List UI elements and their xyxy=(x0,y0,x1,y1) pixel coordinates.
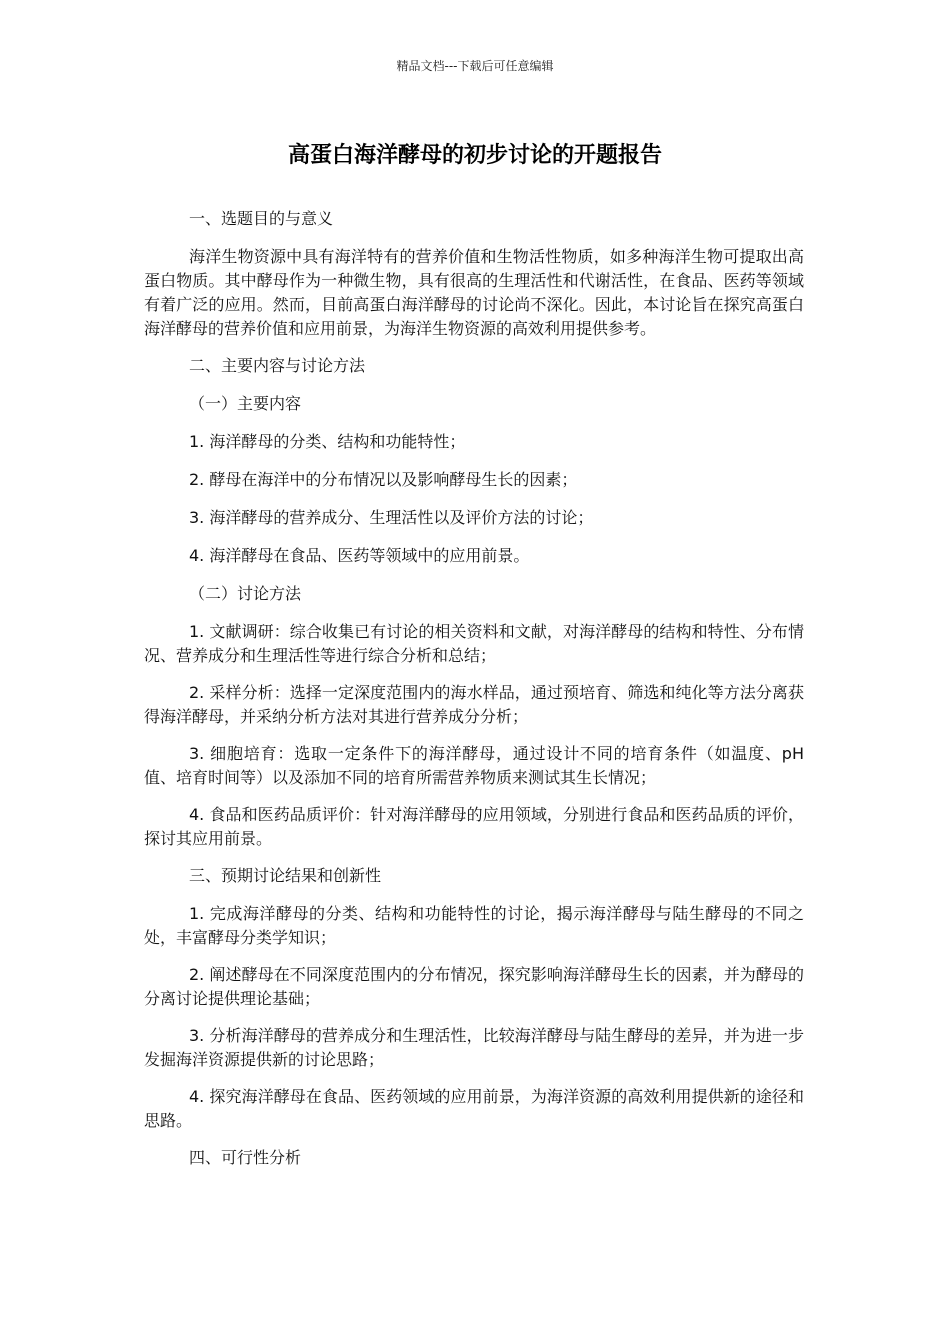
section-heading-3: 三、预期讨论结果和创新性 xyxy=(189,866,382,885)
list-item: 4. 探究海洋酵母在食品、医药领域的应用前景，为海洋资源的高效利用提供新的途径和思路。 xyxy=(144,1087,804,1130)
list-item: 3. 海洋酵母的营养成分、生理活性以及评价方法的讨论； xyxy=(189,508,594,527)
list-item: 1. 海洋酵母的分类、结构和功能特性； xyxy=(189,432,466,451)
list-item: 1. 文献调研：综合收集已有讨论的相关资料和文献，对海洋酵母的结构和特性、分布情况、营养成分和生理活性等进行综合分析和总结； xyxy=(144,622,804,665)
document-body xyxy=(144,207,804,1184)
list-item: 3. 分析海洋酵母的营养成分和生理活性，比较海洋酵母与陆生酵母的差异，并为进一步发掘海洋资源提供新的讨论思路； xyxy=(144,1026,804,1069)
section-heading-4: 四、可行性分析 xyxy=(189,1148,302,1167)
list-item: 4. 食品和医药品质评价：针对海洋酵母的应用领域，分别进行食品和医药品质的评价，探讨其应用前景。 xyxy=(144,805,804,848)
section-heading-2: 二、主要内容与讨论方法 xyxy=(189,356,366,375)
list-item: 2. 阐述酵母在不同深度范围内的分布情况，探究影响海洋酵母生长的因素，并为酵母的分离讨论提供理论基础； xyxy=(144,965,804,1008)
list-item: 1. 完成海洋酵母的分类、结构和功能特性的讨论，揭示海洋酵母与陆生酵母的不同之处，丰富酵母分类学知识； xyxy=(144,904,804,947)
document-title: 高蛋白海洋酵母的初步讨论的开题报告 xyxy=(287,143,662,168)
list-item: 4. 海洋酵母在食品、医药等领域中的应用前景。 xyxy=(189,546,530,565)
paragraph-intro: 海洋生物资源中具有海洋特有的营养价值和生物活性物质，如多种海洋生物可提取出高蛋白物质。其中酵母作为一种微生物，具有很高的生理活性和代谢活性，在食品、医药等领域有着广泛的应用。然而，目前高蛋白海洋酵母的讨论尚不深化。因此，本讨论旨在探究高蛋白海洋酵母的营养价值和应用前景，为海洋生物资源的高效利用提供参考。 xyxy=(144,247,804,338)
page-header: 精品文档---下载后可任意编辑 xyxy=(396,59,554,73)
list-item: 2. 酵母在海洋中的分布情况以及影响酵母生长的因素； xyxy=(189,470,578,489)
list-item: 3. 细胞培育：选取一定条件下的海洋酵母，通过设计不同的培育条件（如温度、pH 值、培育时间等）以及添加不同的培育所需营养物质来测试其生长情况； xyxy=(144,744,804,787)
list-item: 2. 采样分析：选择一定深度范围内的海水样品，通过预培育、筛选和纯化等方法分离获得海洋酵母，并采纳分析方法对其进行营养成分分析； xyxy=(144,683,804,726)
subsection-heading-main-content: （一）主要内容 xyxy=(189,394,302,413)
subsection-heading-methods: （二）讨论方法 xyxy=(189,584,302,603)
section-heading-1: 一、选题目的与意义 xyxy=(189,209,334,228)
